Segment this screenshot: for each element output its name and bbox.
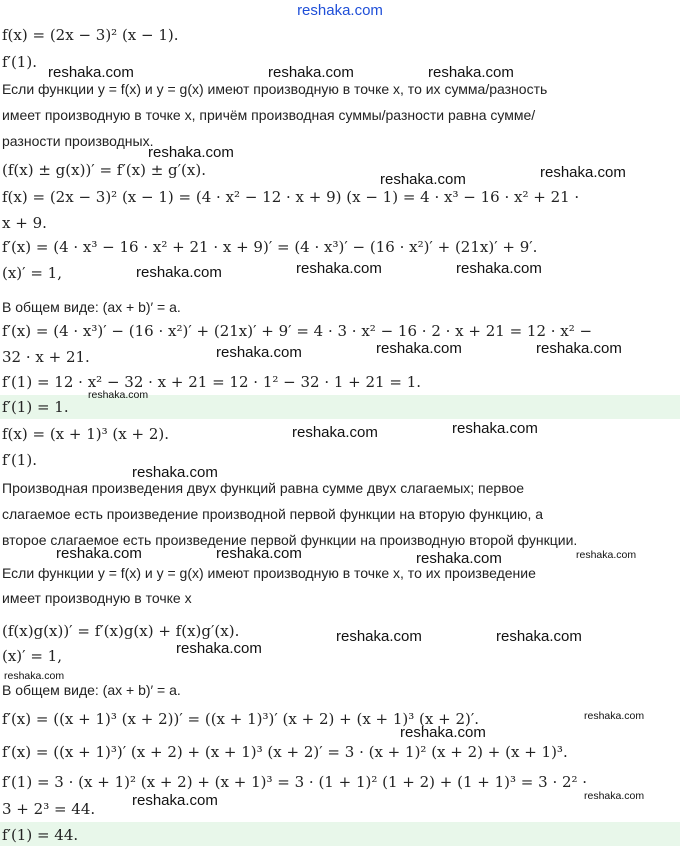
watermark: reshaka.com <box>536 340 622 357</box>
watermark: reshaka.com <box>56 545 142 562</box>
task1-derivative-3: 32 · x + 21. <box>2 348 90 366</box>
task2-rule-text-5: имеет производную в точке x <box>2 590 192 606</box>
task1-function: f(x) = (2x − 3)² (x − 1). <box>2 26 179 44</box>
watermark: reshaka.com <box>132 792 218 809</box>
task1-x-prime: (x)′ = 1, <box>2 264 62 282</box>
task2-general-form: В общем виде: (ax + b)′ = a. <box>2 682 181 698</box>
watermark: reshaka.com <box>496 628 582 645</box>
watermark: reshaka.com <box>540 164 626 181</box>
task2-value-2: 3 + 2³ = 44. <box>2 800 96 818</box>
task2-answer: f′(1) = 44. <box>2 826 79 844</box>
watermark: reshaka.com <box>376 340 462 357</box>
task2-question: f′(1). <box>2 451 37 469</box>
watermark: reshaka.com <box>88 389 149 401</box>
watermark: reshaka.com <box>456 260 542 277</box>
task1-derivative-2: f′(x) = (4 · x³)′ − (16 · x²)′ + (21x)′ + 9′ = 4 · 3 · x² − 16 · 2 · x + 21 = 12 · x² − <box>2 322 593 340</box>
task2-rule-text-3: второе слагаемое есть произведение первой функции на производную второй функции. <box>2 532 578 548</box>
task1-rule-text-2: имеет производную в точке x, причём производная суммы/разности равна сумме/ <box>2 107 536 123</box>
watermark: reshaka.com <box>584 790 645 802</box>
task1-expand-2: x + 9. <box>2 214 47 232</box>
watermark: reshaka.com <box>380 171 466 188</box>
task1-question: f′(1). <box>2 53 37 71</box>
task1-value: f′(1) = 12 · x² − 32 · x + 21 = 12 · 1² − 32 · 1 + 21 = 1. <box>2 373 422 391</box>
watermark: reshaka.com <box>576 549 637 561</box>
task1-rule-formula: (f(x) ± g(x))′ = f′(x) ± g′(x). <box>2 161 206 179</box>
watermark: reshaka.com <box>428 64 514 81</box>
watermark: reshaka.com <box>452 420 538 437</box>
watermark: reshaka.com <box>176 640 262 657</box>
task2-rule-text-2: слагаемое есть произведение производной первой функции на вторую функцию, а <box>2 506 544 522</box>
watermark: reshaka.com <box>148 144 234 161</box>
watermark: reshaka.com <box>136 264 222 281</box>
watermark: reshaka.com <box>216 545 302 562</box>
watermark: reshaka.com <box>48 64 134 81</box>
task2-value-1: f′(1) = 3 · (x + 1)² (x + 2) + (x + 1)³ = 3 · (1 + 1)² (1 + 2) + (1 + 1)³ = 3 · 2² · <box>2 773 588 791</box>
task1-rule-text-1: Если функции y = f(x) и y = g(x) имеют производную в точке x, то их сумма/разность <box>2 81 548 97</box>
watermark: reshaka.com <box>4 670 65 682</box>
task1-derivative-1: f′(x) = (4 · x³ − 16 · x² + 21 · x + 9)′ = (4 · x³)′ − (16 · x²)′ + (21x)′ + 9′. <box>2 238 538 256</box>
answer-highlight-2 <box>0 822 680 846</box>
site-header <box>0 0 680 22</box>
watermark: reshaka.com <box>268 64 354 81</box>
task2-rule-formula: (f(x)g(x))′ = f′(x)g(x) + f(x)g′(x). <box>2 622 240 640</box>
watermark: reshaka.com <box>132 464 218 481</box>
watermark: reshaka.com <box>296 260 382 277</box>
task2-function: f(x) = (x + 1)³ (x + 2). <box>2 425 169 443</box>
watermark: reshaka.com <box>336 628 422 645</box>
task2-rule-text-4: Если функции y = f(x) и y = g(x) имеют производную в точке x, то их произведение <box>2 565 536 581</box>
watermark: reshaka.com <box>292 424 378 441</box>
task2-derivative-2: f′(x) = ((x + 1)³)′ (x + 2) + (x + 1)³ (x + 2)′ = 3 · (x + 1)² (x + 2) + (x + 1)³. <box>2 743 568 761</box>
task2-x-prime: (x)′ = 1, <box>2 647 62 665</box>
task1-answer: f′(1) = 1. <box>2 398 69 416</box>
watermark: reshaka.com <box>584 710 645 722</box>
task1-general-form: В общем виде: (ax + b)′ = a. <box>2 299 181 315</box>
watermark: reshaka.com <box>400 724 486 741</box>
task2-rule-text-1: Производная произведения двух функций равна сумме двух слагаемых; первое <box>2 480 525 496</box>
site-logo-link[interactable]: reshaka.com <box>297 2 383 19</box>
watermark: reshaka.com <box>416 550 502 567</box>
task1-expand-1: f(x) = (2x − 3)² (x − 1) = (4 · x² − 12 · x + 9) (x − 1) = 4 · x³ − 16 · x² + 21 · <box>2 188 580 206</box>
task1-rule-text-3: разности производных. <box>2 133 154 149</box>
task2-derivative-1: f′(x) = ((x + 1)³ (x + 2))′ = ((x + 1)³)′ (x + 2) + (x + 1)³ (x + 2)′. <box>2 710 480 728</box>
watermark: reshaka.com <box>216 344 302 361</box>
